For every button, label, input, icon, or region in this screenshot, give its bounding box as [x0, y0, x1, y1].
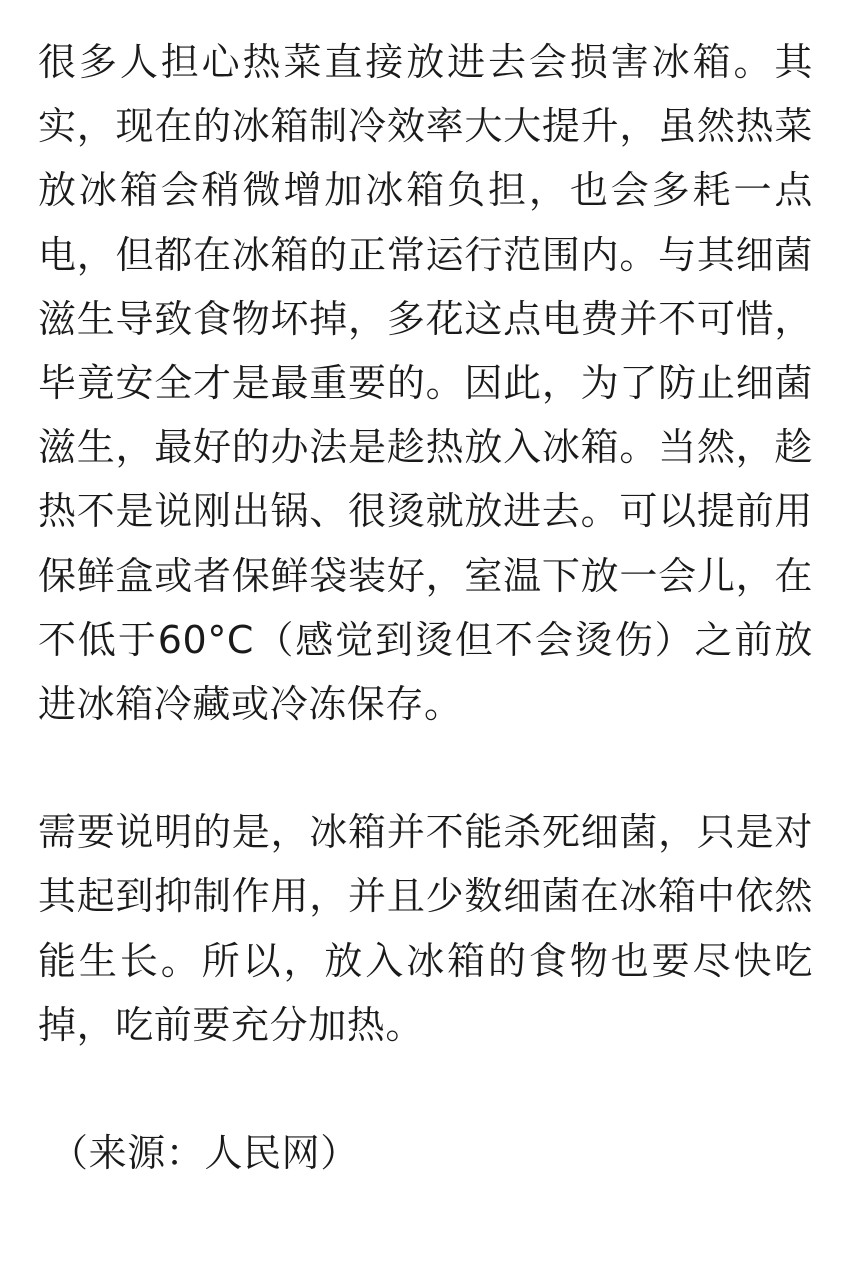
source-attribution: （来源：人民网）: [50, 1131, 359, 1176]
article-paragraph-1: 很多人担心热菜直接放进去会损害冰箱。其实，现在的冰箱制冷效率大大提升，虽然热菜放冰箱会稍微增加冰箱负担，也会多耗一点电，但都在冰箱的正常运行范围内。与其细菌滋生导致食物坏掉，多花这点电费并不可惜，毕竟安全才是最重要的。因此，为了防止细菌滋生，最好的办法是趁热放入冰箱。当然，趁热不是说刚出锅、很烫就放进去。可以提前用保鲜盒或者保鲜袋装好，室温下放一会儿，在不低于60°C（感觉到烫但不会烫伤）之前放进冰箱冷藏或冷冻保存。: [38, 40, 813, 727]
paragraph-spacer: [38, 736, 813, 800]
paragraph-spacer: [38, 1057, 813, 1121]
article-body: [38, 30, 813, 1185]
article-paragraph-2: 需要说明的是，冰箱并不能杀死细菌，只是对其起到抑制作用，并且少数细菌在冰箱中依然能生长。所以，放入冰箱的食物也要尽快吃掉，吃前要充分加热。: [38, 810, 813, 1047]
